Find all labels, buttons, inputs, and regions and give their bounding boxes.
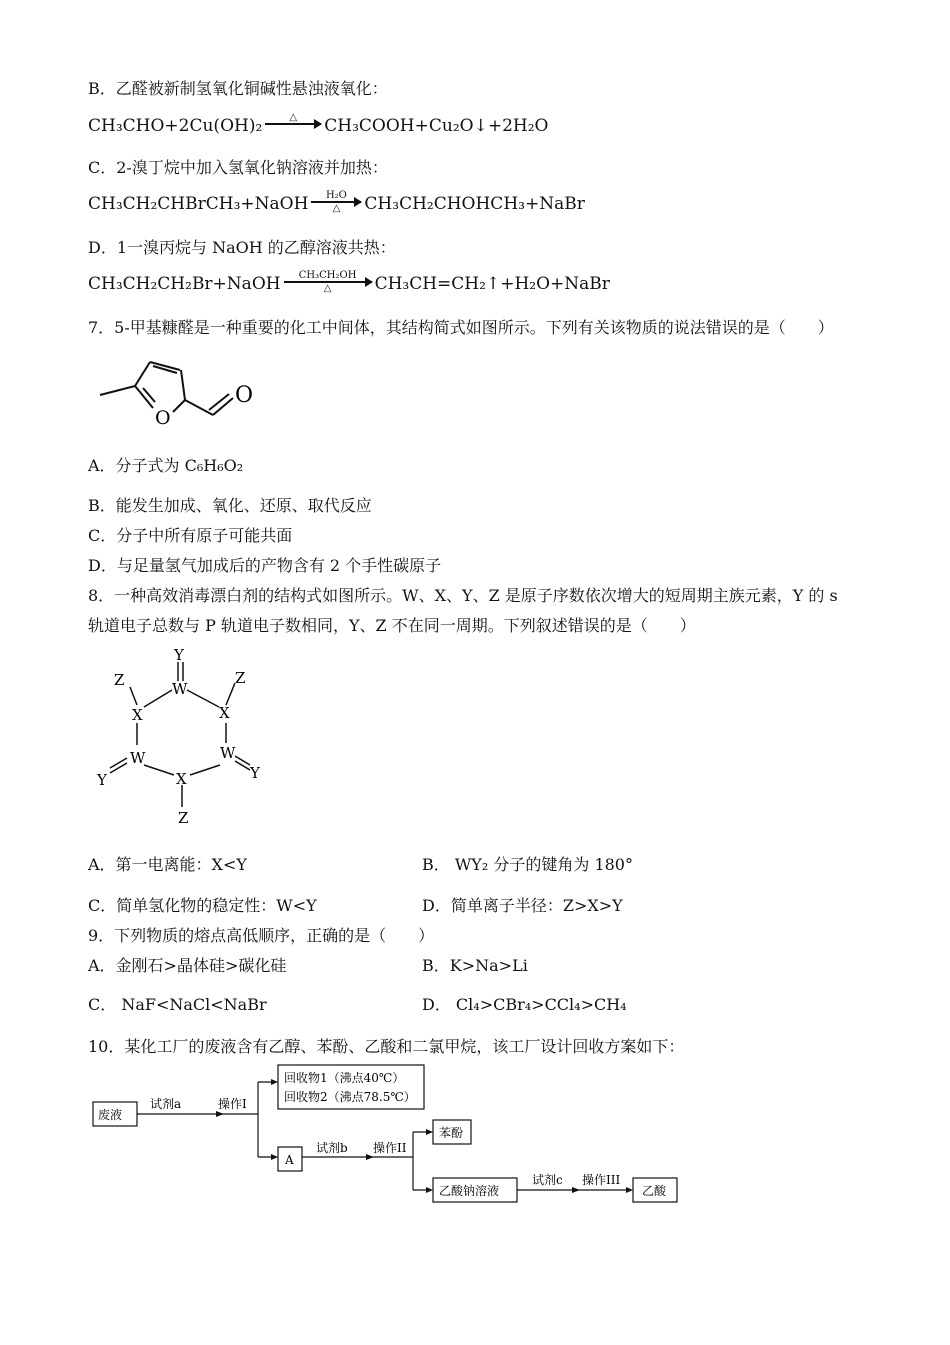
eq-d-left: CH₃CH₂CH₂Br+NaOH	[88, 274, 281, 294]
q8-option-c: C．简单氢化物的稳定性：W<Y	[88, 896, 317, 915]
q10-flowchart	[88, 1060, 698, 1210]
flow-waste: 废液	[98, 1108, 123, 1122]
atom-z-right: Z	[235, 669, 246, 687]
reaction-arrow	[311, 190, 361, 214]
flow-reagent-c: 试剂c	[532, 1173, 563, 1187]
q8-stem-line1: 8．一种高效消毒漂白剂的结构式如图所示。W、X、Y、Z 是原子序数依次增大的短周期主族元素，Y 的 s	[88, 586, 838, 605]
atom-w-left: W	[130, 749, 146, 767]
q9-option-a: A．金刚石>晶体硅>碳化硅	[88, 956, 287, 975]
reaction-arrow	[284, 270, 372, 294]
aldehyde-oxygen-label: O	[235, 383, 254, 408]
flow-reagent-b: 试剂b	[316, 1141, 348, 1155]
flow-A: A	[285, 1153, 294, 1167]
ring-oxygen-label: O	[155, 407, 171, 429]
q8-stem-line2: 轨道电子总数与 P 轨道电子数相同，Y、Z 不在同一周期。下列叙述错误的是（ ）	[88, 616, 696, 635]
atom-y-top: Y	[174, 646, 184, 664]
reaction-arrow	[265, 112, 321, 136]
eq-b-condition: △	[289, 112, 298, 123]
q9-option-c: C． NaF<NaCl<NaBr	[88, 995, 267, 1014]
q8-option-a: A．第一电离能：X<Y	[88, 855, 247, 874]
atom-w-top: W	[172, 680, 188, 698]
q9-stem: 9．下列物质的熔点高低顺序，正确的是（ ）	[88, 926, 435, 945]
eq-c-right: CH₃CH₂CHOHCH₃+NaBr	[364, 194, 585, 214]
atom-x-right: X	[219, 704, 230, 722]
q7-option-c: C．分子中所有原子可能共面	[88, 526, 293, 545]
eq-c-condition-top: H₂O	[325, 190, 347, 201]
flow-recover1: 回收物1（沸点40℃）	[284, 1071, 405, 1085]
flow-op1: 操作I	[218, 1097, 247, 1111]
eq-b-left: CH₃CHO+2Cu(OH)₂	[88, 116, 263, 136]
q7-option-d: D．与足量氢气加成后的产物含有 2 个手性碳原子	[88, 556, 442, 575]
eq-b-right: CH₃COOH+Cu₂O↓+2H₂O	[324, 116, 549, 136]
atom-z-bottom: Z	[178, 809, 189, 827]
q7-structure-diagram	[95, 350, 265, 435]
atom-z-left: Z	[114, 671, 125, 689]
q8-option-b: B． WY₂ 分子的键角为 180°	[422, 855, 633, 874]
flow-reagent-a: 试剂a	[150, 1097, 182, 1111]
q6-equation-c	[88, 190, 585, 214]
flow-acetic-acid: 乙酸	[642, 1184, 667, 1198]
atom-x-bottom: X	[176, 770, 187, 788]
eq-d-condition-bottom: △	[323, 283, 332, 294]
flow-sodium-acetate: 乙酸钠溶液	[439, 1184, 500, 1198]
q6-option-c: C．2-溴丁烷中加入氢氧化钠溶液并加热：	[88, 158, 388, 177]
q6-equation-b	[88, 112, 548, 136]
atom-w-right: W	[220, 744, 236, 762]
q6-option-d: D．1一溴丙烷与 NaOH 的乙醇溶液共热：	[88, 238, 396, 257]
q6-option-b: B．乙醛被新制氢氧化铜碱性悬浊液氧化：	[88, 79, 388, 98]
q7-stem: 7．5-甲基糠醛是一种重要的化工中间体，其结构简式如图所示。下列有关该物质的说法错误的是（ ）	[88, 318, 834, 337]
q7-option-a: A．分子式为 C₆H₆O₂	[88, 456, 244, 475]
q9-option-d: D． Cl₄>CBr₄>CCl₄>CH₄	[422, 995, 627, 1014]
flow-recover2: 回收物2（沸点78.5℃）	[284, 1090, 416, 1104]
q9-option-b: B．K>Na>Li	[422, 956, 528, 975]
flow-op3: 操作III	[582, 1173, 621, 1187]
q8-option-d: D．简单离子半径：Z>X>Y	[422, 896, 623, 915]
q8-structure-diagram	[92, 645, 277, 830]
eq-d-right: CH₃CH=CH₂↑+H₂O+NaBr	[374, 274, 610, 294]
atom-y-right: Y	[250, 764, 260, 782]
q10-stem: 10．某化工厂的废液含有乙醇、苯酚、乙酸和二氯甲烷，该工厂设计回收方案如下：	[88, 1037, 685, 1056]
eq-d-condition-top: CH₃CH₂OH	[298, 270, 357, 281]
atom-x-left: X	[132, 706, 143, 724]
q7-option-b: B．能发生加成、氧化、还原、取代反应	[88, 496, 372, 515]
flow-phenol: 苯酚	[439, 1126, 464, 1140]
eq-c-condition-bottom: △	[332, 203, 341, 214]
q6-equation-d	[88, 270, 610, 294]
eq-c-left: CH₃CH₂CHBrCH₃+NaOH	[88, 194, 309, 214]
atom-y-left: Y	[97, 771, 107, 789]
flow-op2: 操作II	[373, 1141, 407, 1155]
